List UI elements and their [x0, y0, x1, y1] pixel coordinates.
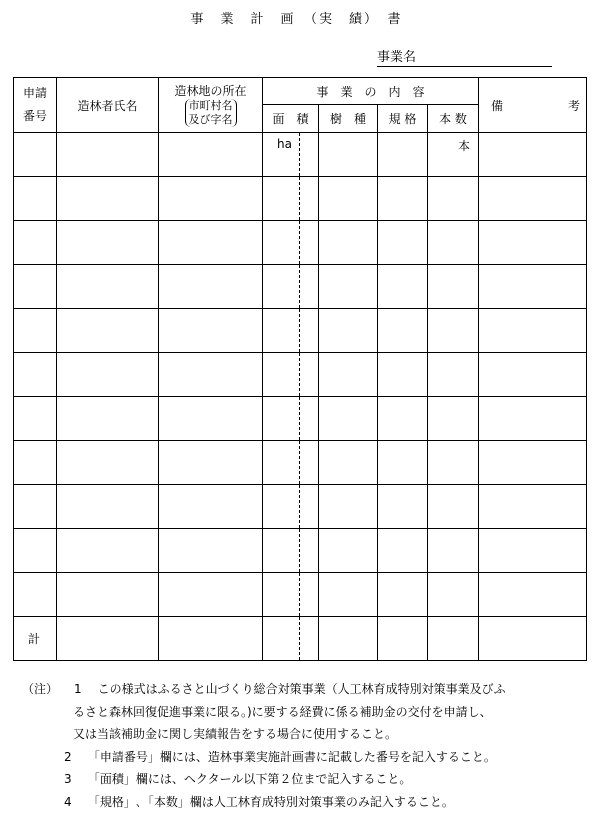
cell-standard[interactable]: [378, 573, 428, 617]
note-text: 「規格」､「本数」欄は人工林育成特別対策事業のみ記入すること。: [87, 794, 454, 809]
table-row: [14, 309, 587, 353]
table-row: [14, 133, 587, 177]
cell-location[interactable]: [159, 177, 263, 221]
cell-location[interactable]: [159, 133, 263, 177]
header-standard: 規 格: [378, 105, 428, 133]
total-row: [14, 617, 587, 661]
document-title: 事 業 計 画 （実 績） 書: [190, 12, 403, 27]
cell-area[interactable]: [263, 309, 319, 353]
total-location[interactable]: [159, 617, 263, 661]
cell-tree-species[interactable]: [319, 397, 378, 441]
cell-area[interactable]: [263, 573, 319, 617]
cell-planter-name[interactable]: [57, 529, 159, 573]
cell-standard[interactable]: [378, 177, 428, 221]
table-row: [14, 221, 587, 265]
note-2: [22, 746, 588, 769]
cell-area[interactable]: [263, 485, 319, 529]
header-location: [159, 78, 263, 133]
cell-standard[interactable]: [378, 441, 428, 485]
note-3: [22, 768, 588, 791]
note-text: 「申請番号」欄には、造林事業実施計画書に記載した番号を記入すること。: [87, 749, 496, 764]
cell-remarks[interactable]: [479, 573, 587, 617]
total-remarks[interactable]: [479, 617, 587, 661]
cell-application-no[interactable]: [14, 265, 57, 309]
table-row: [14, 353, 587, 397]
cell-area[interactable]: [263, 177, 319, 221]
cell-planter-name[interactable]: [57, 353, 159, 397]
header-count: 本 数: [428, 105, 479, 133]
cell-location[interactable]: [159, 397, 263, 441]
cell-standard[interactable]: [378, 309, 428, 353]
business-name-field[interactable]: 事業名: [377, 46, 552, 67]
cell-area[interactable]: [263, 353, 319, 397]
cell-standard[interactable]: [378, 485, 428, 529]
cell-application-no[interactable]: [14, 221, 57, 265]
cell-application-no[interactable]: [14, 441, 57, 485]
cell-count[interactable]: [428, 353, 479, 397]
cell-tree-species[interactable]: [319, 441, 378, 485]
cell-area[interactable]: [263, 221, 319, 265]
cell-count[interactable]: [428, 573, 479, 617]
cell-count[interactable]: [428, 529, 479, 573]
cell-planter-name[interactable]: [57, 485, 159, 529]
cell-location[interactable]: [159, 573, 263, 617]
note-number: 1: [74, 682, 82, 696]
cell-application-no[interactable]: [14, 485, 57, 529]
cell-location[interactable]: [159, 221, 263, 265]
cell-standard[interactable]: [378, 221, 428, 265]
table-row: [14, 441, 587, 485]
cell-count[interactable]: [428, 397, 479, 441]
cell-tree-species[interactable]: [319, 485, 378, 529]
cell-planter-name[interactable]: [57, 441, 159, 485]
cell-application-no[interactable]: [14, 309, 57, 353]
note-4: [22, 791, 588, 814]
cell-remarks[interactable]: [479, 133, 587, 177]
header-business-content: 事 業 の 内 容: [263, 78, 479, 105]
cell-count[interactable]: [428, 221, 479, 265]
cell-planter-name[interactable]: [57, 133, 159, 177]
header-remarks: [479, 78, 587, 133]
cell-count[interactable]: [428, 485, 479, 529]
cell-planter-name[interactable]: [57, 221, 159, 265]
header-location-line1: 造林地の所在: [174, 83, 247, 98]
cell-area[interactable]: [263, 441, 319, 485]
header-application-no-line1: 申請: [22, 86, 47, 100]
note-number: 4: [64, 794, 72, 809]
cell-remarks[interactable]: [479, 529, 587, 573]
cell-count[interactable]: [428, 309, 479, 353]
cell-planter-name[interactable]: [57, 309, 159, 353]
note-text: この様式はふるさと山づくり総合対策事業（人工林育成特別対策事業及びふ: [97, 682, 506, 696]
cell-remarks[interactable]: [479, 265, 587, 309]
note-number: 2: [64, 749, 72, 764]
cell-tree-species[interactable]: [319, 309, 378, 353]
total-tree-species[interactable]: [319, 617, 378, 661]
cell-area[interactable]: [263, 529, 319, 573]
plan-table: [13, 77, 587, 661]
cell-remarks[interactable]: [479, 397, 587, 441]
note-1: [22, 678, 588, 701]
header-location-paren: [185, 99, 237, 127]
cell-application-no[interactable]: [14, 177, 57, 221]
cell-tree-species[interactable]: [319, 529, 378, 573]
note-text: 「面積」欄には、ヘクタール以下第２位まで記入すること。: [87, 772, 412, 786]
header-application-no: [14, 78, 57, 133]
cell-count[interactable]: [428, 265, 479, 309]
cell-tree-species[interactable]: [319, 133, 378, 177]
cell-location[interactable]: [159, 441, 263, 485]
cell-tree-species[interactable]: [319, 573, 378, 617]
cell-location[interactable]: [159, 265, 263, 309]
total-count[interactable]: [428, 617, 479, 661]
table-row: [14, 265, 587, 309]
total-area[interactable]: [263, 617, 319, 661]
cell-planter-name[interactable]: [57, 265, 159, 309]
area-unit: ha: [277, 137, 292, 151]
table-row: [14, 485, 587, 529]
cell-location[interactable]: [159, 485, 263, 529]
cell-location[interactable]: [159, 529, 263, 573]
cell-standard[interactable]: [378, 397, 428, 441]
cell-tree-species[interactable]: [319, 353, 378, 397]
header-application-no-line2: 番号: [22, 109, 47, 123]
cell-count[interactable]: [428, 133, 479, 177]
cell-tree-species[interactable]: [319, 221, 378, 265]
cell-remarks[interactable]: [479, 485, 587, 529]
cell-application-no[interactable]: [14, 397, 57, 441]
cell-standard[interactable]: [378, 353, 428, 397]
header-planter-name: 造林者氏名: [57, 78, 159, 133]
cell-remarks[interactable]: [479, 309, 587, 353]
cell-remarks[interactable]: [479, 221, 587, 265]
cell-application-no[interactable]: [14, 133, 57, 177]
cell-location[interactable]: [159, 353, 263, 397]
cell-planter-name[interactable]: [57, 177, 159, 221]
header-remarks-right: 考: [568, 98, 581, 113]
note-1-line2: るさと森林回復促進事業に限る。)に要する経費に係る補助金の交付を申請し、: [73, 704, 492, 719]
cell-remarks[interactable]: [479, 353, 587, 397]
table-row: [14, 529, 587, 573]
cell-area[interactable]: [263, 265, 319, 309]
cell-application-no[interactable]: [14, 573, 57, 617]
cell-tree-species[interactable]: [319, 265, 378, 309]
count-unit: 本: [458, 139, 471, 153]
notes-prefix: （注）: [22, 682, 59, 696]
cell-count[interactable]: [428, 177, 479, 221]
header-location-line3: 及び字名: [188, 112, 233, 126]
cell-tree-species[interactable]: [319, 177, 378, 221]
cell-location[interactable]: [159, 309, 263, 353]
note-1-line3: 又は当該補助金に関し実績報告をする場合に使用すること。: [73, 727, 398, 741]
cell-application-no[interactable]: [14, 353, 57, 397]
table-row: [14, 573, 587, 617]
total-label: 計: [14, 617, 57, 661]
table-row: [14, 177, 587, 221]
cell-area[interactable]: [263, 133, 319, 177]
cell-remarks[interactable]: [479, 441, 587, 485]
cell-standard[interactable]: [378, 133, 428, 177]
cell-standard[interactable]: [378, 265, 428, 309]
header-area: 面 積: [263, 105, 319, 133]
cell-application-no[interactable]: [14, 529, 57, 573]
header-location-line2: 市町村名: [188, 98, 233, 112]
total-standard[interactable]: [378, 617, 428, 661]
cell-count[interactable]: [428, 441, 479, 485]
cell-planter-name[interactable]: [57, 573, 159, 617]
header-remarks-left: 備: [491, 98, 504, 113]
cell-planter-name[interactable]: [57, 397, 159, 441]
cell-standard[interactable]: [378, 529, 428, 573]
table-row: [14, 397, 587, 441]
note-number: 3: [64, 772, 72, 786]
cell-area[interactable]: [263, 397, 319, 441]
notes-section: [22, 678, 588, 813]
header-tree-species: 樹 種: [319, 105, 378, 133]
total-planter-name[interactable]: [57, 617, 159, 661]
cell-remarks[interactable]: [479, 177, 587, 221]
